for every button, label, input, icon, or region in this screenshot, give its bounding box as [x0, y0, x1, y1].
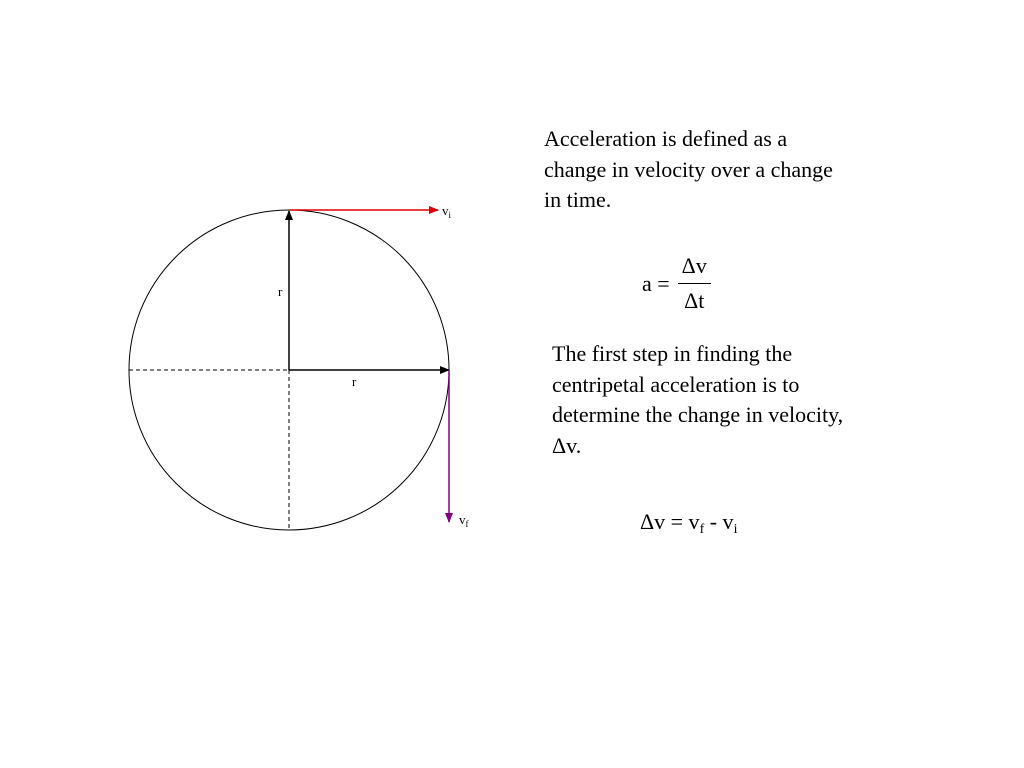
radius-horizontal-label: r [352, 374, 357, 389]
velocity-final-label-sub: f [465, 519, 469, 529]
velocity-initial-label-sub: i [448, 210, 452, 220]
delta-v-sub-f: f [699, 522, 705, 537]
acceleration-equation-lhs: a = [642, 270, 670, 296]
radius-vertical-label: r [278, 284, 283, 299]
acceleration-fraction [678, 252, 711, 315]
velocity-final-label-base: v [459, 512, 466, 527]
acceleration-definition-text: Acceleration is defined as a change in velocity over a change in time. [544, 126, 833, 212]
first-step-text: The first step in finding the centripetal acceleration is to determine the change in velocity, Δv. [552, 341, 844, 458]
delta-v-equation-lhs: Δv = v [640, 509, 700, 534]
velocity-initial-label [442, 203, 452, 220]
delta-v-sub-i: i [733, 522, 738, 537]
acceleration-equation [642, 252, 711, 315]
fraction-numerator: Δv [678, 252, 711, 284]
fraction-denominator: Δt [684, 288, 705, 313]
delta-v-equation-minus: - v [704, 509, 734, 534]
velocity-final-label [459, 512, 469, 529]
velocity-initial-label-base: v [442, 203, 449, 218]
delta-v-equation [640, 509, 737, 535]
